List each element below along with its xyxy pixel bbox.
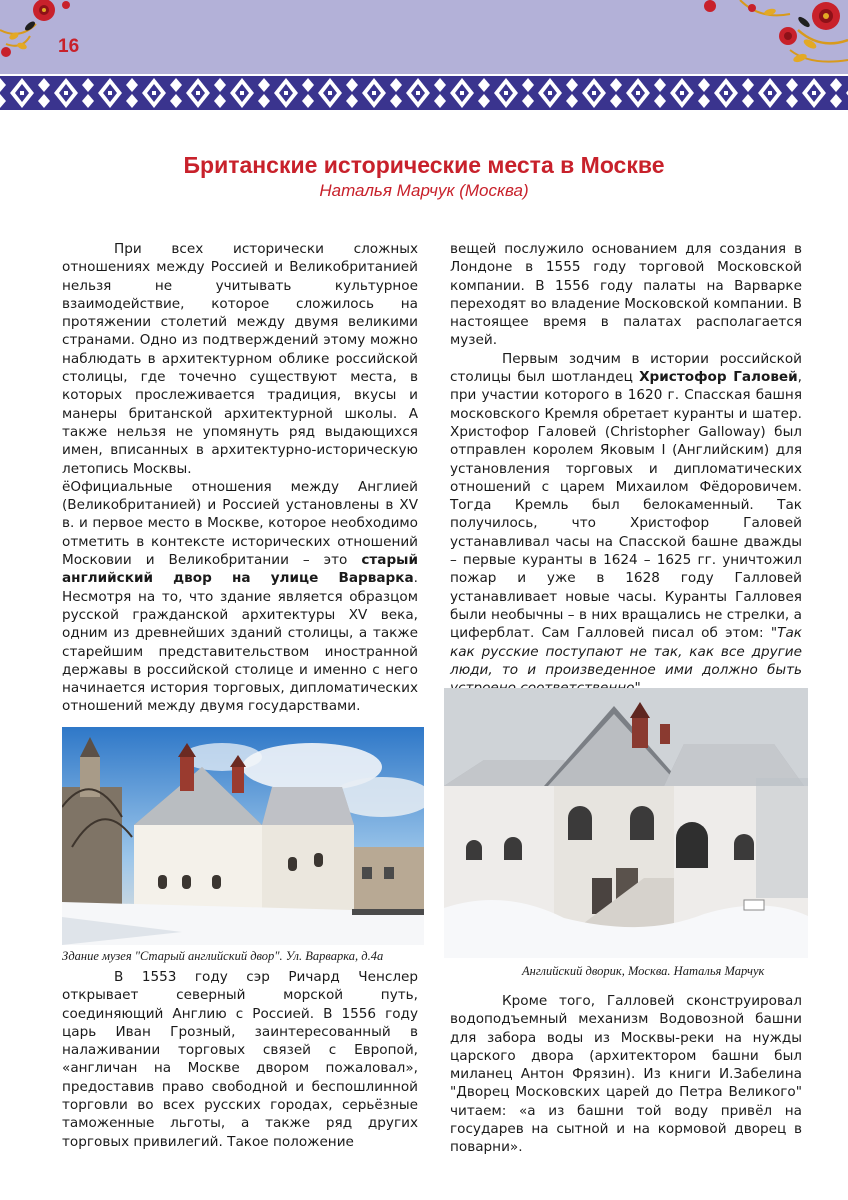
paragraph: В 1553 году сэр Ричард Ченслер открывает северный морской путь, соединяющий Англию с Россией. В 1556 году царь Иван Грозный, заинтересованный в налаживании торговых связей с Европой, «англичан на Москве двором пожаловал», предоставив право свободной и беспошлинной торговли во всех русских городах, серьёзные таможенные льготы, а также ряд других торговых привилегий. Такое положение xyxy=(62,969,418,1150)
bold-text: Христофор Галовей xyxy=(639,369,798,386)
page-number: 16 xyxy=(58,36,80,57)
right-column-top xyxy=(450,240,802,697)
bold-text: старый английский двор на улице Варварка xyxy=(62,552,418,587)
right-column-bottom xyxy=(450,992,802,1157)
article-title: Британские исторические места в Москве xyxy=(183,152,665,178)
paragraph: Кроме того, Галловей сконструировал водоподъемный механизм Водовозной башни для забора воды из Москвы-реки на нужды царского двора (архитектором башни был миланец Антон Фрязин). Из книги И.Забелина "Дворец Московских царей до Петра Великого" читаем: «а из башни той воду привёл на государев на сытной и на кормовой дворец в поварни». xyxy=(450,993,802,1156)
quote-text: "Так как русские поступают не так, как все другие люди, то и произведенное ими должно быть xyxy=(450,625,802,678)
english-court-photo xyxy=(62,727,424,945)
photo-caption: Здание музея "Старый английский двор". Ул. Варварка, д.4а xyxy=(62,949,384,963)
article-author: Наталья Марчук (Москва) xyxy=(319,181,529,200)
left-column-bottom xyxy=(62,968,418,1151)
left-column-top xyxy=(62,240,418,716)
khokhloma-flower-ornament xyxy=(680,0,848,74)
paragraph: ёОфициальные отношения между Англией (Великобританией) и Россией установлены в XV в. и первое место в Москве, которое необходимо отметить в контексте исторических отношений Московии и Великобритании – это старый английский двор на улице Варварка. Несмотря на то, что здание является образцом русской гражданской архитектуры XV века, одним из древнейших зданий столицы, а также старейшим представительством иностранной державы в российской столице и именно с него начинается история торговых, дипломатических отношений между двумя государствами. xyxy=(62,478,418,715)
photo-caption: Английский дворик, Москва. Наталья Марчук xyxy=(522,964,765,978)
paragraph: При всех исторически сложных отношениях между Россией и Великобританией нельзя не учитывать культурное взаимодействие, которое сложилось на протяжении столетий между двумя великими странами. Одно из подтверждений этому можно наблюдать в архитектурном облике российской столицы, где точечно существуют места, в которых прослеживается традиция, вкусы и манеры британской архитектурной школы. А также нельзя не упомянуть ряд выдающихся имен, вписанных в архитектурно-историческую летопись Москвы. xyxy=(62,241,418,477)
paragraph: вещей послужило основанием для создания в Лондоне в 1555 году торговой Московской компании. В 1556 году палаты на Варварке переходят во владение Московской компании. В настоящее время в палатах располагается музей. xyxy=(450,241,803,349)
english-courtyard-photo xyxy=(444,688,808,958)
page-header xyxy=(0,0,848,112)
paragraph: Первым зодчим в истории российской столицы был шотландец Христофор Галовей, при участии которого в 1620 г. Спасская башня московского Кремля обретает куранты и шатер. Христофор Галовей (Christopher Galloway) был отправлен королем Яковым I (Английским) для установления торговых и дипломатических отношений с царем Михаилом Фёдоровичем. Тогда Кремль был белокаменный. Так получилось, что Христофор Галовей устанавливал часы на Спасской башне дважды – первые куранты в 1624 – 1625 гг. уничтожил пожар и уже в 1628 году Галловей устанавливает новые часы. Куранты Галловея были необычны – в них вращались не стрелки, а циферблат. Сам Галловей писал об этом: "Так как русские поступают не так, как все другие люди, то и произведенное ими должно быть xyxy=(450,350,802,698)
folk-pattern-band xyxy=(0,74,848,112)
